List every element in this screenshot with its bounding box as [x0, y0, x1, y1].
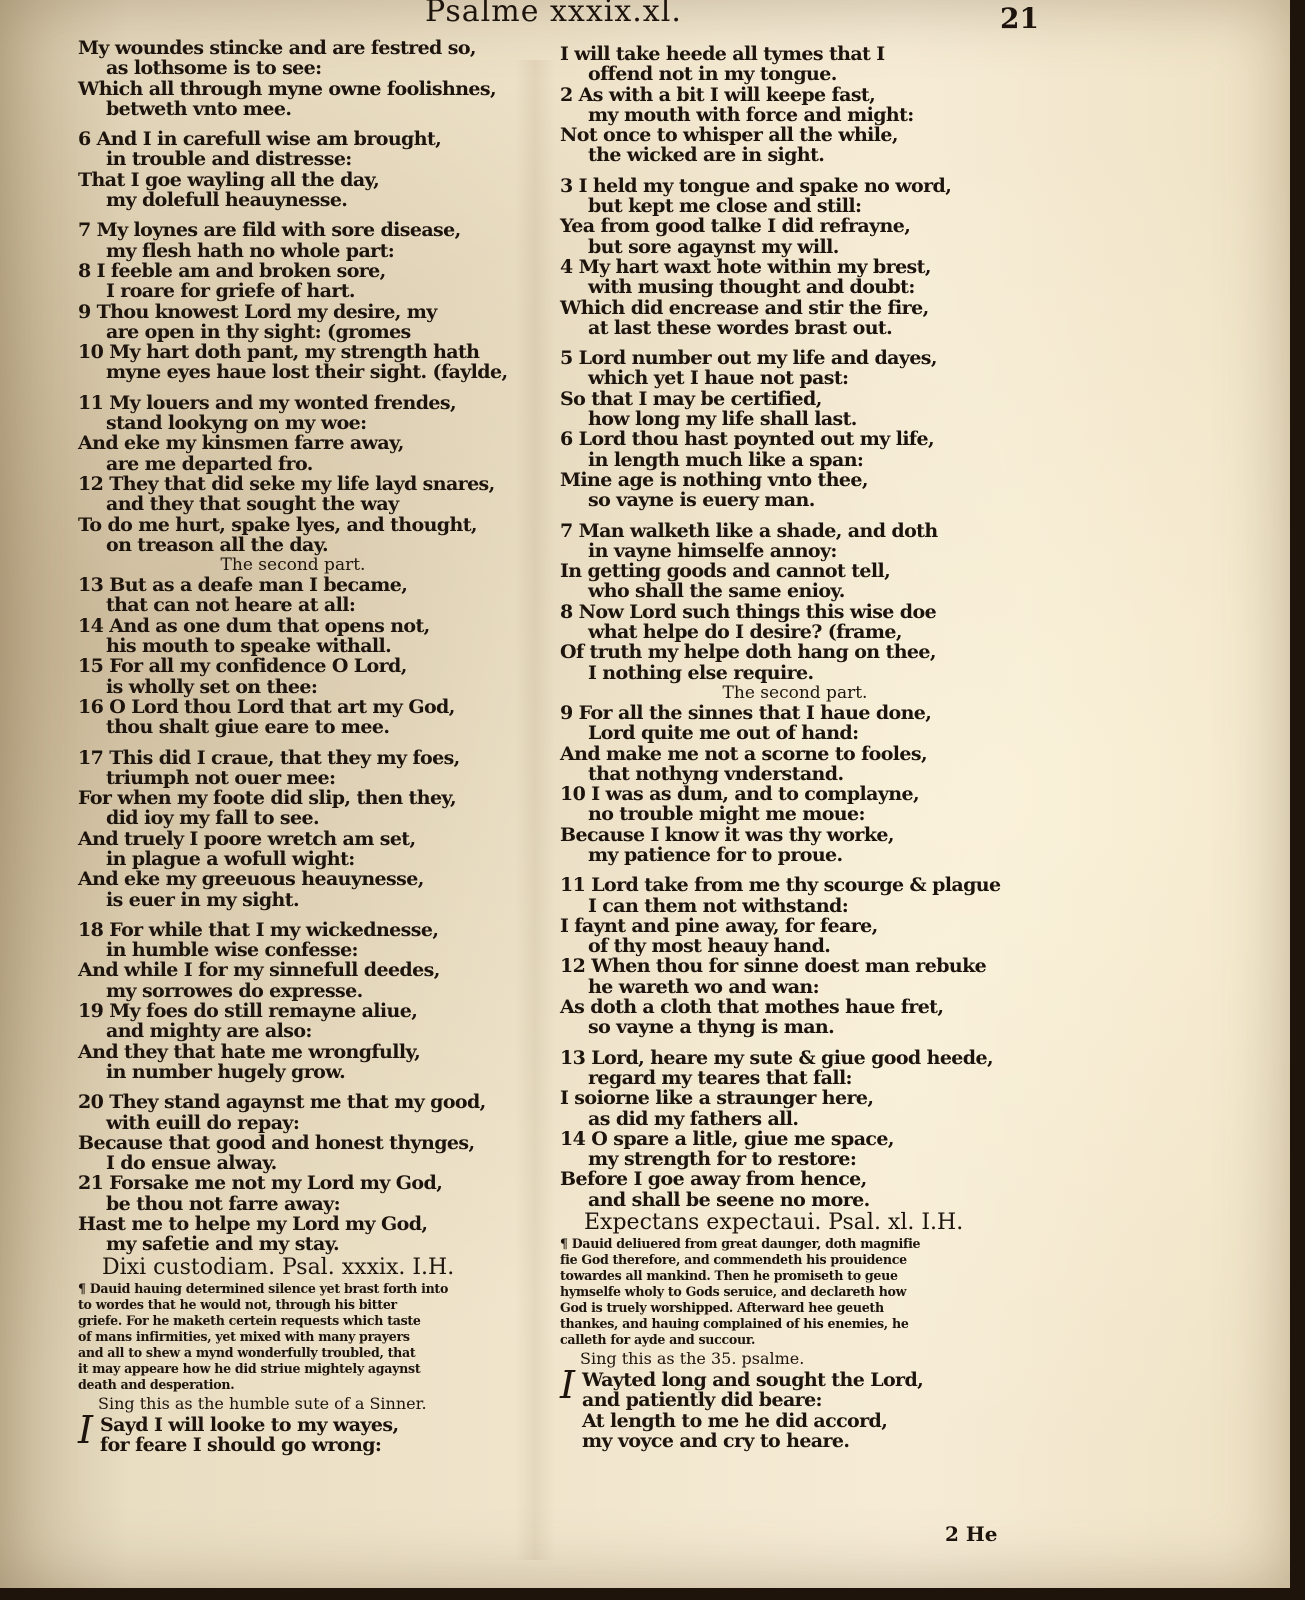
verse-line: 4 My hart waxt hote within my brest,: [560, 255, 931, 278]
argument-line: towardes all mankind. Then he promiseth to geue: [560, 1268, 898, 1284]
verse-line: on treason all the day.: [106, 533, 329, 556]
argument-line: God is truely worshipped. Afterward hee geueth: [560, 1300, 884, 1316]
catchword: 2 He: [945, 1522, 998, 1546]
verse-line: as did my fathers all.: [588, 1107, 799, 1130]
argument-line: it may appeare how he did striue mightely agaynst: [78, 1360, 421, 1376]
verse-line: 13 Lord, heare my sute & giue good heede,: [560, 1046, 993, 1069]
verse-line: 18 For while that I my wickednesse,: [78, 918, 439, 941]
argument-line: hymselfe wholy to Gods seruice, and declareth how: [560, 1284, 907, 1300]
psalm-argument: [560, 1236, 1030, 1348]
verse-line: Sayd I will looke to my wayes,: [100, 1413, 399, 1436]
verse-line: 12 When thou for sinne doest man rebuke: [560, 955, 987, 978]
verse-line: my sorrowes do expresse.: [106, 979, 363, 1002]
verse-line: his mouth to speake withall.: [106, 635, 392, 658]
psalm-argument: [78, 1281, 508, 1393]
verse-line: 11 Lord take from me thy scourge & plague: [560, 874, 1001, 897]
verse-line: did ioy my fall to see.: [106, 807, 319, 830]
section-subheading: The second part.: [722, 682, 868, 703]
verse-line: 14 And as one dum that opens not,: [78, 614, 430, 637]
argument-line: ¶ Dauid deliuered from great daunger, doth magnifie: [560, 1236, 921, 1252]
verse-line: and shall be seene no more.: [588, 1188, 870, 1211]
argument-line: calleth for ayde and succour.: [560, 1332, 756, 1348]
argument-line: thankes, and hauing complained of his enemies, he: [560, 1316, 909, 1332]
verse-line: for feare I should go wrong:: [100, 1433, 382, 1456]
verse-line: who shall the same enioy.: [588, 580, 845, 603]
verse-line: what helpe do I desire? (frame,: [588, 621, 902, 644]
verse-line: with musing thought and doubt:: [588, 276, 915, 299]
verse-line: 8 I feeble am and broken sore,: [78, 259, 386, 282]
verse-line: 9 Thou knowest Lord my desire, my: [78, 300, 437, 323]
stanza: [560, 348, 1030, 510]
drop-capital: I: [78, 1407, 94, 1452]
verse-line: 8 Now Lord such things this wise doe: [560, 600, 937, 623]
verse-line: Because I know it was thy worke,: [560, 823, 894, 846]
verse-line: 9 For all the sinnes that I haue done,: [560, 701, 932, 724]
verse-line: 13 But as a deafe man I became,: [78, 574, 408, 597]
argument-line: death and desperation.: [78, 1376, 235, 1392]
verse-line: but sore agaynst my will.: [588, 235, 839, 258]
verse-line: Yea from good talke I did refrayne,: [560, 215, 911, 238]
verse-line: but kept me close and still:: [588, 195, 862, 218]
verse-line: 14 O spare a litle, giue me space,: [560, 1127, 894, 1150]
verse-line: 16 O Lord thou Lord that art my God,: [78, 695, 455, 718]
verse-line: be thou not farre away:: [106, 1192, 340, 1215]
tune-direction: Sing this as the humble sute of a Sinner.: [98, 1393, 427, 1413]
verse-line: 2 As with a bit I will keepe fast,: [560, 83, 876, 106]
verse-line: I do ensue alway.: [106, 1152, 277, 1175]
argument-line: and all to shew a mynd wonderfully troubled, that: [78, 1344, 416, 1360]
verse-line: my patience for to proue.: [588, 843, 843, 866]
verse-line: so vayne a thyng is man.: [588, 1016, 835, 1039]
verse-line: and mighty are also:: [106, 1020, 312, 1043]
verse-line: And truely I poore wretch am set,: [78, 827, 416, 850]
verse-line: I roare for griefe of hart.: [106, 280, 355, 303]
drop-capital: I: [560, 1363, 576, 1408]
verse-line: betweth vnto mee.: [106, 97, 292, 120]
verse-line: myne eyes haue lost their sight. (faylde,: [106, 361, 508, 384]
verse-line: So that I may be certified,: [560, 387, 822, 410]
verse-line: triumph not ouer mee:: [106, 766, 336, 789]
verse-line: Wayted long and sought the Lord,: [582, 1369, 924, 1392]
running-header: Psalme xxxix.xl.: [425, 0, 682, 29]
verse-line: Which did encrease and stir the fire,: [560, 296, 929, 319]
verse-line: how long my life shall last.: [588, 408, 857, 431]
verse-line: I faynt and pine away, for feare,: [560, 914, 878, 937]
verse-line: For when my foote did slip, then they,: [78, 787, 457, 810]
verse-line: with euill do repay:: [106, 1111, 300, 1134]
left-column: [78, 38, 508, 1455]
stanza: [78, 575, 508, 737]
verse-line: so vayne is euery man.: [588, 489, 815, 512]
verse-line: Because that good and honest thynges,: [78, 1131, 475, 1154]
stanza: [78, 920, 508, 1082]
verse-line: are open in thy sight: (gromes: [106, 320, 411, 343]
verse-line: Of truth my helpe doth hang on thee,: [560, 641, 936, 664]
stanza: [78, 129, 508, 210]
psalm-opening: [560, 1363, 1030, 1452]
verse-line: 6 Lord thou hast poynted out my life,: [560, 428, 935, 451]
verse-line: That I goe wayling all the day,: [78, 168, 380, 191]
page-number: 21: [1000, 2, 1039, 35]
verse-line: And eke my greeuous heauynesse,: [78, 868, 424, 891]
verse-line: Lord quite me out of hand:: [588, 722, 859, 745]
page-gutter: [515, 60, 555, 1560]
verse-line: and they that sought the way: [106, 493, 399, 516]
verse-line: in vayne himselfe annoy:: [588, 539, 837, 562]
verse-line: Which all through myne owne foolishnes,: [78, 77, 497, 100]
psalm-title: Expectans expectaui. Psal. xl. I.H.: [584, 1210, 964, 1236]
verse-line: 11 My louers and my wonted frendes,: [78, 391, 457, 414]
verse-line: stand lookyng on my woe:: [106, 412, 367, 435]
verse-line: And make me not a scorne to fooles,: [560, 742, 928, 765]
verse-line: my mouth with force and might:: [588, 103, 914, 126]
stanza: [560, 875, 1030, 1037]
verse-line: regard my teares that fall:: [588, 1066, 852, 1089]
verse-line: My woundes stincke and are festred so,: [78, 37, 476, 59]
stanza: [560, 1048, 1030, 1210]
verse-line: my strength for to restore:: [588, 1148, 857, 1171]
verse-line: is euer in my sight.: [106, 888, 299, 911]
verse-line: and patiently did beare:: [582, 1389, 822, 1412]
verse-line: And eke my kinsmen farre away,: [78, 432, 404, 455]
verse-line: In getting goods and cannot tell,: [560, 560, 891, 583]
stanza: [560, 703, 1030, 865]
verse-line: 19 My foes do still remayne aliue,: [78, 1000, 418, 1023]
verse-line: 10 I was as dum, and to complayne,: [560, 783, 919, 806]
verse-line: my voyce and cry to heare.: [582, 1429, 850, 1452]
stanza: [78, 38, 508, 119]
verse-line: And while I for my sinnefull deedes,: [78, 959, 440, 982]
verse-line: are me departed fro.: [106, 452, 313, 475]
verse-line: 3 I held my tongue and spake no word,: [560, 174, 952, 197]
verse-line: 21 Forsake me not my Lord my God,: [78, 1172, 443, 1195]
verse-line: he wareth wo and wan:: [588, 975, 820, 998]
verse-line: that nothyng vnderstand.: [588, 762, 844, 785]
verse-line: Hast me to helpe my Lord my God,: [78, 1213, 428, 1236]
verse-line: I soiorne like a straunger here,: [560, 1087, 874, 1110]
verse-line: Before I goe away from hence,: [560, 1168, 867, 1191]
psalm-title: Dixi custodiam. Psal. xxxix. I.H.: [102, 1254, 455, 1280]
verse-line: of thy most heauy hand.: [588, 935, 831, 958]
verse-line: As doth a cloth that mothes haue fret,: [560, 996, 944, 1019]
verse-line: To do me hurt, spake lyes, and thought,: [78, 513, 477, 536]
verse-line: my safetie and my stay.: [106, 1233, 339, 1256]
verse-line: in trouble and distresse:: [106, 148, 352, 171]
verse-line: thou shalt giue eare to mee.: [106, 716, 390, 739]
stanza: [78, 1092, 508, 1254]
verse-line: that can not heare at all:: [106, 594, 356, 617]
argument-line: of mans infirmities, yet mixed with many prayers: [78, 1328, 410, 1344]
verse-line: 7 Man walketh like a shade, and doth: [560, 519, 938, 542]
verse-line: Mine age is nothing vnto thee,: [560, 468, 868, 491]
argument-line: ¶ Dauid hauing determined silence yet brast forth into: [78, 1280, 449, 1296]
right-column: [560, 44, 1030, 1451]
stanza: [560, 44, 1030, 166]
verse-line: the wicked are in sight.: [588, 144, 825, 167]
tune-direction: Sing this as the 35. psalme.: [580, 1349, 805, 1369]
verse-line: no trouble might me moue:: [588, 803, 865, 826]
stanza: [78, 220, 508, 382]
stanza: [78, 393, 508, 555]
verse-line: 7 My loynes are fild with sore disease,: [78, 219, 461, 242]
verse-line: 10 My hart doth pant, my strength hath: [78, 341, 480, 364]
verse-line: my flesh hath no whole part:: [106, 239, 395, 262]
verse-line: which yet I haue not past:: [588, 367, 849, 390]
verse-line: in plague a wofull wight:: [106, 847, 355, 870]
verse-line: At length to me he did accord,: [582, 1409, 888, 1432]
argument-line: fie God therefore, and commendeth his prouidence: [560, 1252, 907, 1268]
verse-line: 5 Lord number out my life and dayes,: [560, 347, 937, 370]
verse-line: And they that hate me wrongfully,: [78, 1040, 421, 1063]
verse-line: in number hugely grow.: [106, 1060, 346, 1083]
section-subheading: The second part.: [220, 555, 366, 576]
stanza: [560, 521, 1030, 683]
verse-line: as lothsome is to see:: [106, 57, 322, 80]
argument-line: to wordes that he would not, through his bitter: [78, 1296, 397, 1312]
verse-line: in humble wise confesse:: [106, 939, 358, 962]
verse-line: offend not in my tongue.: [588, 63, 837, 86]
verse-line: 20 They stand agaynst me that my good,: [78, 1091, 486, 1114]
verse-line: 15 For all my confidence O Lord,: [78, 655, 407, 678]
verse-line: my dolefull heauynesse.: [106, 189, 348, 212]
verse-line: Not once to whisper all the while,: [560, 124, 898, 147]
verse-line: I nothing else require.: [588, 661, 814, 684]
verse-line: at last these wordes brast out.: [588, 316, 893, 339]
psalm-opening: [78, 1407, 508, 1456]
verse-line: is wholly set on thee:: [106, 675, 318, 698]
verse-line: I can them not withstand:: [588, 894, 849, 917]
argument-line: griefe. For he maketh certein requests which taste: [78, 1312, 421, 1328]
verse-line: 17 This did I craue, that they my foes,: [78, 746, 460, 769]
verse-line: 12 They that did seke my life layd snares,: [78, 472, 495, 495]
verse-line: in length much like a span:: [588, 448, 864, 471]
verse-line: I will take heede all tymes that I: [560, 43, 885, 65]
stanza: [560, 176, 1030, 338]
stanza: [78, 748, 508, 910]
verse-line: 6 And I in carefull wise am brought,: [78, 128, 442, 151]
